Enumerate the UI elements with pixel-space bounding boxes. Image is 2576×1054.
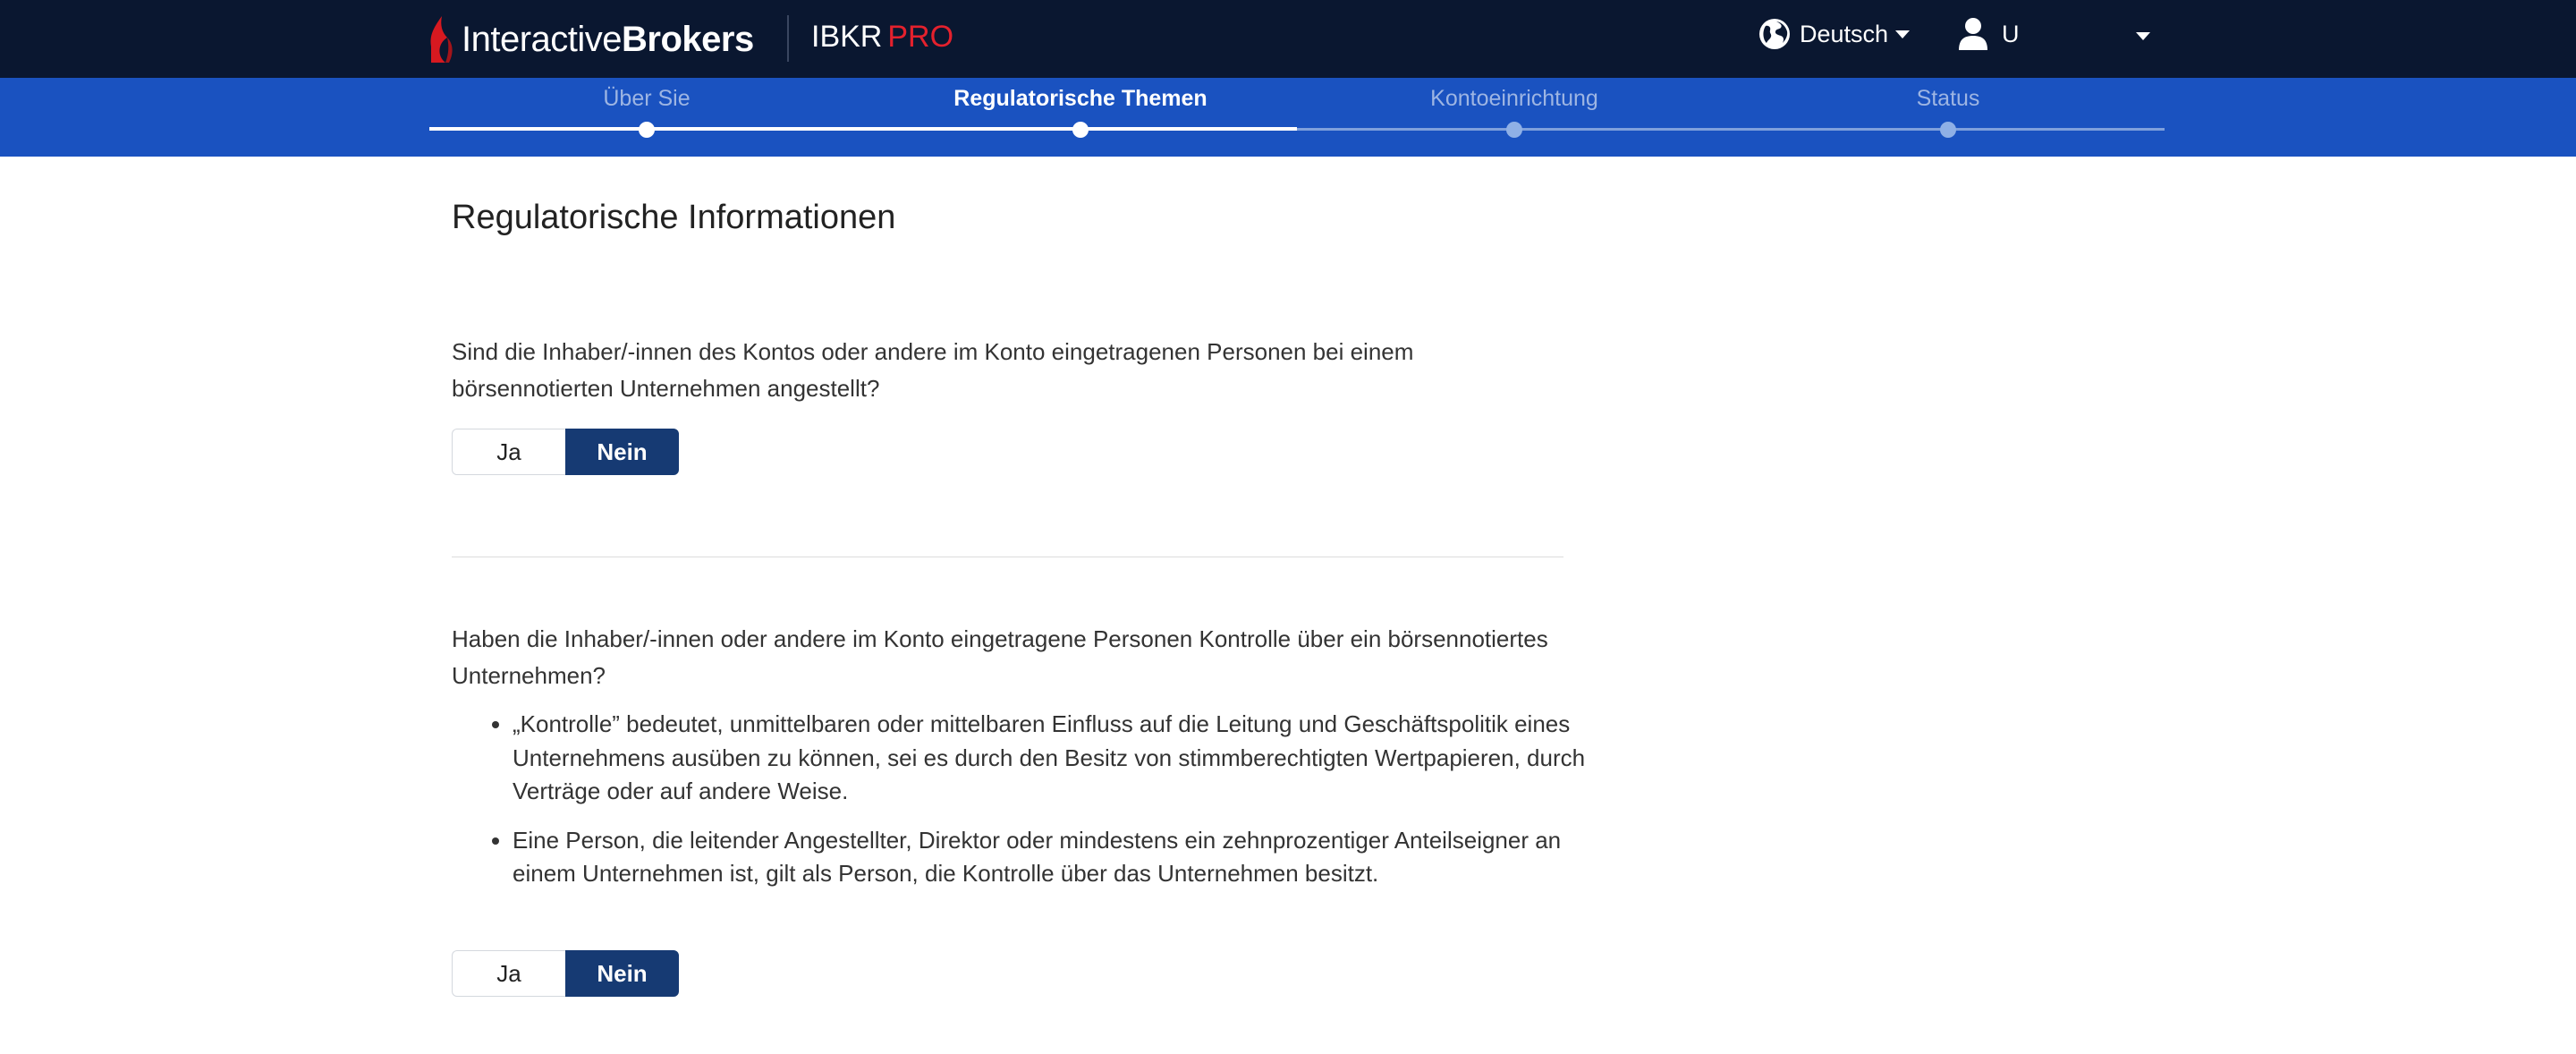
product-label: IBKR — [811, 20, 883, 54]
question-employed-at-public-company: Sind die Inhaber/-innen des Kontos oder andere im Konto eingetragenen Personen bei einem börsennotierten Unternehmen angestellt? — [452, 338, 1414, 402]
product-name — [811, 20, 953, 55]
logo-word-bold: Brokers — [622, 19, 754, 59]
globe-icon — [1758, 18, 1791, 50]
progress-track-fill — [429, 127, 1297, 131]
question2-yes-button[interactable]: Ja — [452, 950, 565, 997]
logo-divider — [787, 15, 789, 62]
step-label: Status — [1916, 86, 1980, 111]
step-dot — [1940, 122, 1956, 138]
step-dot — [1506, 122, 1522, 138]
step-2 — [902, 78, 1259, 112]
step-progress-bar — [0, 78, 2576, 157]
interactive-brokers-logo[interactable] — [428, 13, 754, 66]
question-control-over-public-company: Haben die Inhaber/-innen oder andere im Konto eingetragene Personen Kontrolle über ein börsennotiertes Unternehmen? — [452, 625, 1548, 689]
step-dot — [1072, 122, 1089, 138]
step-label: Regulatorische Themen — [953, 86, 1208, 111]
user-menu-chevron-down-icon[interactable] — [2136, 32, 2150, 40]
list-item: • Eine Person, die leitender Angestellter, Direktor oder mindestens ein zehnprozentiger Anteilseigner an einem Unternehmen ist, gilt als Person, die Kontrolle über das Unternehmen besitzt. — [513, 824, 1626, 891]
page-title: Regulatorische Informationen — [452, 199, 896, 236]
step-label: Über Sie — [603, 86, 691, 111]
language-selector[interactable] — [1758, 18, 1910, 50]
step-1[interactable] — [468, 78, 826, 112]
control-definition-list — [452, 708, 1626, 906]
step-3 — [1335, 78, 1693, 112]
question2-no-button[interactable]: Nein — [565, 950, 679, 997]
step-4 — [1769, 78, 2127, 112]
top-navigation-bar — [0, 0, 2576, 78]
step-label: Kontoeinrichtung — [1430, 86, 1598, 111]
question2-yes-no-toggle — [452, 950, 679, 997]
list-item: • „Kontrolle” bedeutet, unmittelbaren oder mittelbaren Einfluss auf die Leitung und Geschäftspolitik eines Unternehmens ausüben zu können, sei es durch den Besitz von stimmberechtigten Wertpapieren, durch Verträge oder auf andere Weise. — [513, 708, 1626, 809]
language-label: Deutsch — [1800, 20, 1889, 47]
logo-wordmark — [462, 20, 754, 60]
flame-logo-icon — [428, 16, 454, 63]
user-icon — [1959, 18, 1987, 50]
chevron-down-icon — [1895, 30, 1910, 38]
question1-yes-no-toggle — [452, 429, 679, 475]
question1-yes-button[interactable]: Ja — [452, 429, 565, 475]
product-tier-label: PRO — [887, 20, 954, 54]
user-menu[interactable] — [1959, 18, 2020, 50]
question1-no-button[interactable]: Nein — [565, 429, 679, 475]
user-name: U — [2002, 20, 2020, 47]
logo-word-regular: Interactive — [462, 19, 623, 59]
step-dot — [639, 122, 655, 138]
